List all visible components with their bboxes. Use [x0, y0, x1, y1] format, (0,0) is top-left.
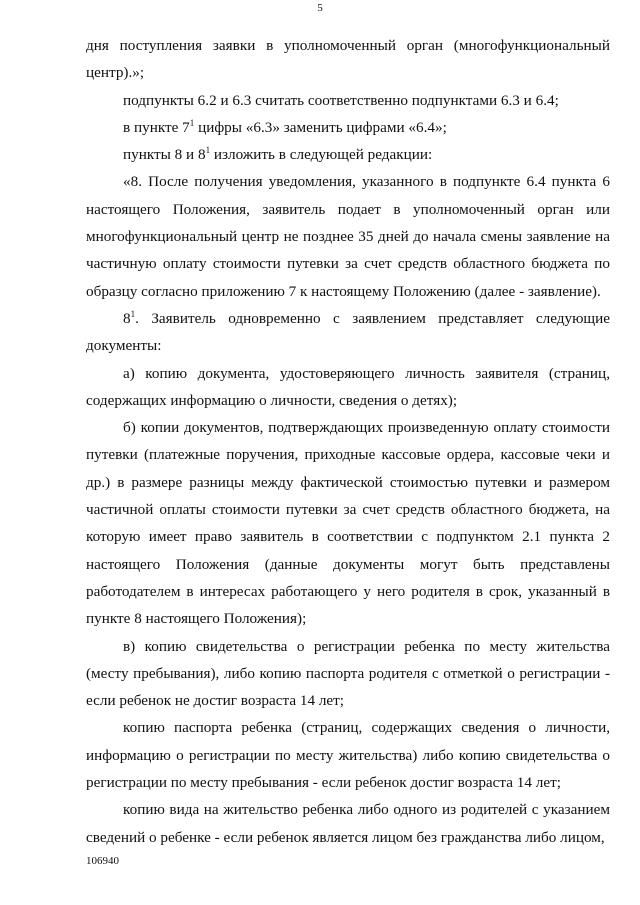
- paragraph-text: «8. После получения уведомления, указанного в подпункте 6.4 пункта 6 настоящего Положения, заявитель подает в уполномоченный орган или многофункциональный центр не позднее 35 дней до начала смены заявление на частичную оплату стоимости путевки за счет средств областного бюджета по образцу согласно приложению 7 к настоящему Положению (далее - заявление).: [86, 173, 610, 300]
- superscript: 1: [130, 308, 136, 319]
- paragraph-point-8: [86, 168, 610, 304]
- paragraph-item-b: [86, 414, 610, 632]
- paragraph-text: б) копии документов, подтверждающих произведенную оплату стоимости путевки (платежные поручения, приходные кассовые ордера, кассовые чеки и др.) в размере разницы между фактической стоимостью путевки и размером частичной оплаты стоимости путевки за счет средств областного бюджета, на которую имеет право заявитель в соответствии с подпунктом 2.1 пункта 2 настоящего Положения (данные документы могут быть представлены работодателем в интересах работающего у него родителя в срок, указанный в пункте 8 настоящего Положения);: [86, 419, 610, 628]
- paragraph-text: копию вида на жительство ребенка либо одного из родителей с указанием сведений о ребенке - если ребенок является лицом без гражданства либо лицом,: [86, 801, 610, 846]
- paragraph-text: дня поступления заявки в уполномоченный орган (многофункциональный центр).»;: [86, 37, 610, 82]
- paragraph-amendment-8: пункты 8 и $8^1$ изложить в следующей редакции:: [123, 145, 433, 164]
- paragraph-text: подпункты 6.2 и 6.3 считать соответственно подпунктами 6.3 и 6.4;: [123, 91, 559, 109]
- page-number: 5: [317, 2, 323, 14]
- paragraph-item-v: [86, 633, 610, 715]
- paragraph-passport-copy: [86, 714, 610, 796]
- document-body: [86, 32, 610, 851]
- document-code: 106940: [86, 855, 119, 867]
- paragraph-continuation: [86, 32, 610, 87]
- paragraph-text: в) копию свидетельства о регистрации ребенка по месту жительства (месту пребывания), либо копию паспорта родителя с отметкой о регистрации - если ребенок не достиг возраста 14 лет;: [86, 637, 610, 710]
- superscript: 1: [205, 145, 211, 156]
- paragraph-point-8-1: $8^1$. Заявитель одновременно с заявлением представляет следующие документы:: [86, 308, 610, 355]
- paragraph-amendment-6-2: [86, 87, 610, 114]
- paragraph-text: а) копию документа, удостоверяющего личность заявителя (страниц, содержащих информацию о личности, сведения о детях);: [86, 364, 610, 409]
- superscript: 1: [189, 117, 195, 128]
- paragraph-text: копию паспорта ребенка (страниц, содержащих сведения о личности, информацию о регистрации по месту жительства) либо копию свидетельства о регистрации по месту пребывания - если ребенок достиг возраста 14 лет;: [86, 719, 610, 792]
- paragraph-residence-permit: [86, 796, 610, 851]
- paragraph-amendment-7-1: в пункте $7^1$ цифры «6.3» заменить цифрами «6.4»;: [123, 117, 447, 136]
- paragraph-item-a: [86, 360, 610, 415]
